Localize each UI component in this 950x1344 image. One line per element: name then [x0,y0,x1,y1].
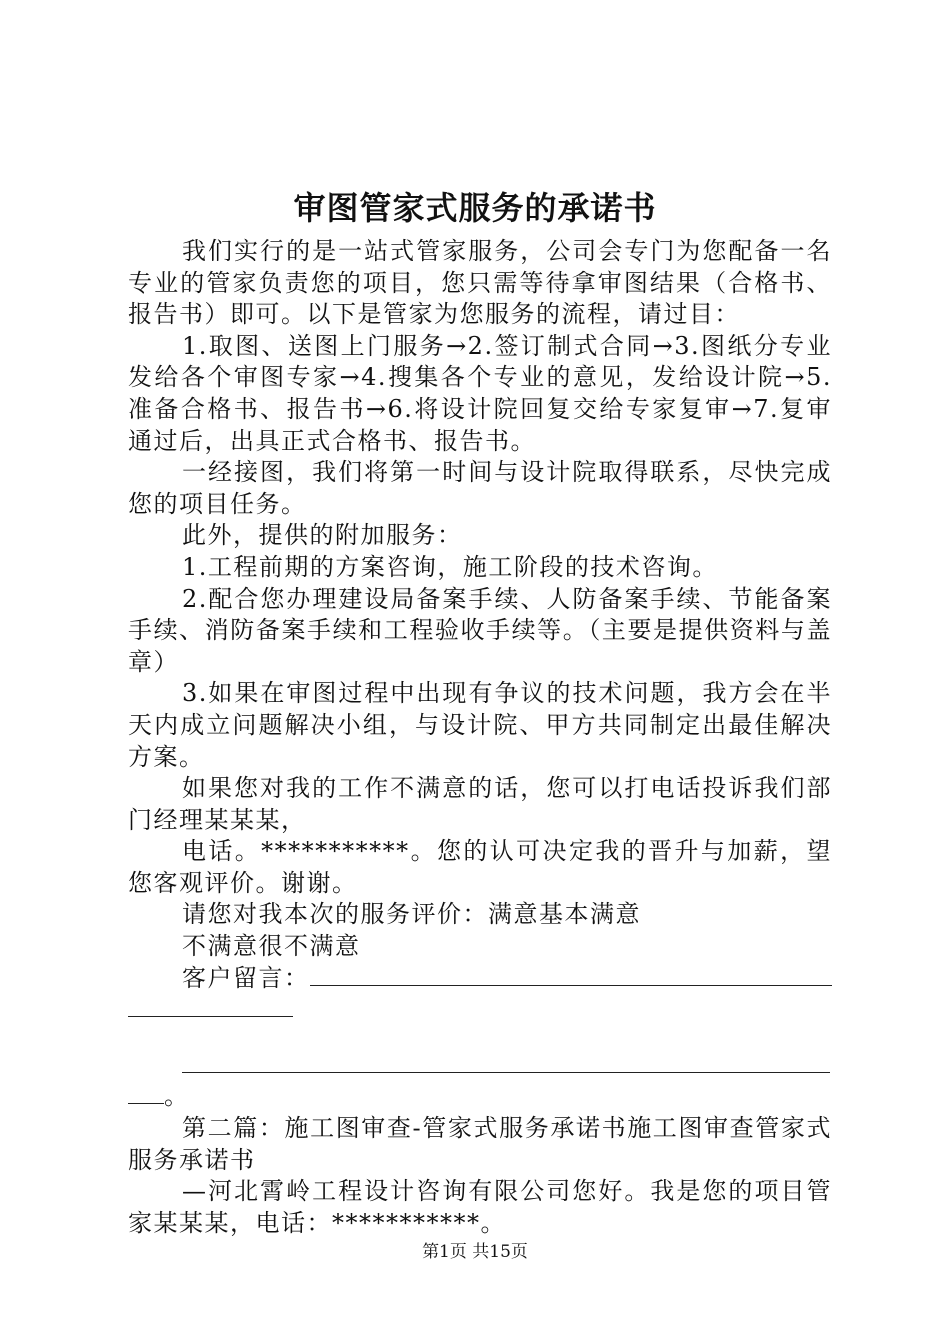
rating-options: 不满意很不满意 [182,932,361,961]
extra-service-item-2: 2.配合您办理建设局备案手续、人防备案手续、节能备案手续、消防备案手续和工程验收手续等。（主要是提供资料与盖章） [128,584,832,676]
document-title: 审图管家式服务的承诺书 [293,189,657,227]
customer-comment-line-4 [128,1081,832,1113]
comment-blank-1a [310,967,832,986]
comment-blank-2b [128,1085,164,1104]
second-part-heading: 第二篇：施工图审查-管家式服务承诺书施工图审查管家式服务承诺书 [128,1114,832,1174]
comment-end-mark: 。 [164,1082,190,1111]
customer-comment-line-1 [128,963,832,995]
page-number: 第1页 共15页 [422,1242,528,1262]
extra-service-item-3: 3.如果在审图过程中出现有争议的技术问题，我方会在半天内成立问题解决小组，与设计院、甲方共同制定出最佳解决方案。 [128,679,832,771]
process-paragraph: 1.取图、送图上门服务→2.签订制式合同→3.图纸分专业发给各个审图专家→4.搜集各个专业的意见，发给设计院→5.准备合格书、报告书→6.将设计院回复交给专家复审→7.复审通过后，出具正式合格书、报告书。 [128,331,832,455]
customer-comment-label: 客户留言： [182,963,310,992]
customer-comment-line-3 [128,1050,832,1082]
extra-service-item-1: 1.工程前期的方案咨询，施工阶段的技术咨询。 [182,552,718,581]
intro-paragraph: 我们实行的是一站式管家服务，公司会专门为您配备一名专业的管家负责您的项目，您只需等待拿审图结果（合格书、报告书）即可。以下是管家为您服务的流程，请过目： [128,237,832,329]
phone-paragraph: 电话。***********。您的认可决定我的晋升与加薪，望您客观评价。谢谢。 [128,837,832,897]
rating-prompt: 请您对我本次的服务评价：满意基本满意 [182,900,641,929]
extra-services-heading: 此外，提供的附加服务： [182,521,463,550]
second-part-intro: —河北霄岭工程设计咨询有限公司您好。我是您的项目管家某某某，电话：***********。 [128,1177,832,1237]
document-body [128,236,832,1239]
comment-blank-1b [128,998,293,1017]
contact-paragraph: 一经接图，我们将第一时间与设计院取得联系，尽快完成您的项目任务。 [128,458,832,518]
comment-blank-2a [182,1054,830,1073]
complaint-paragraph: 如果您对我的工作不满意的话，您可以打电话投诉我们部门经理某某某， [128,774,832,834]
customer-comment-line-2 [128,994,832,1026]
